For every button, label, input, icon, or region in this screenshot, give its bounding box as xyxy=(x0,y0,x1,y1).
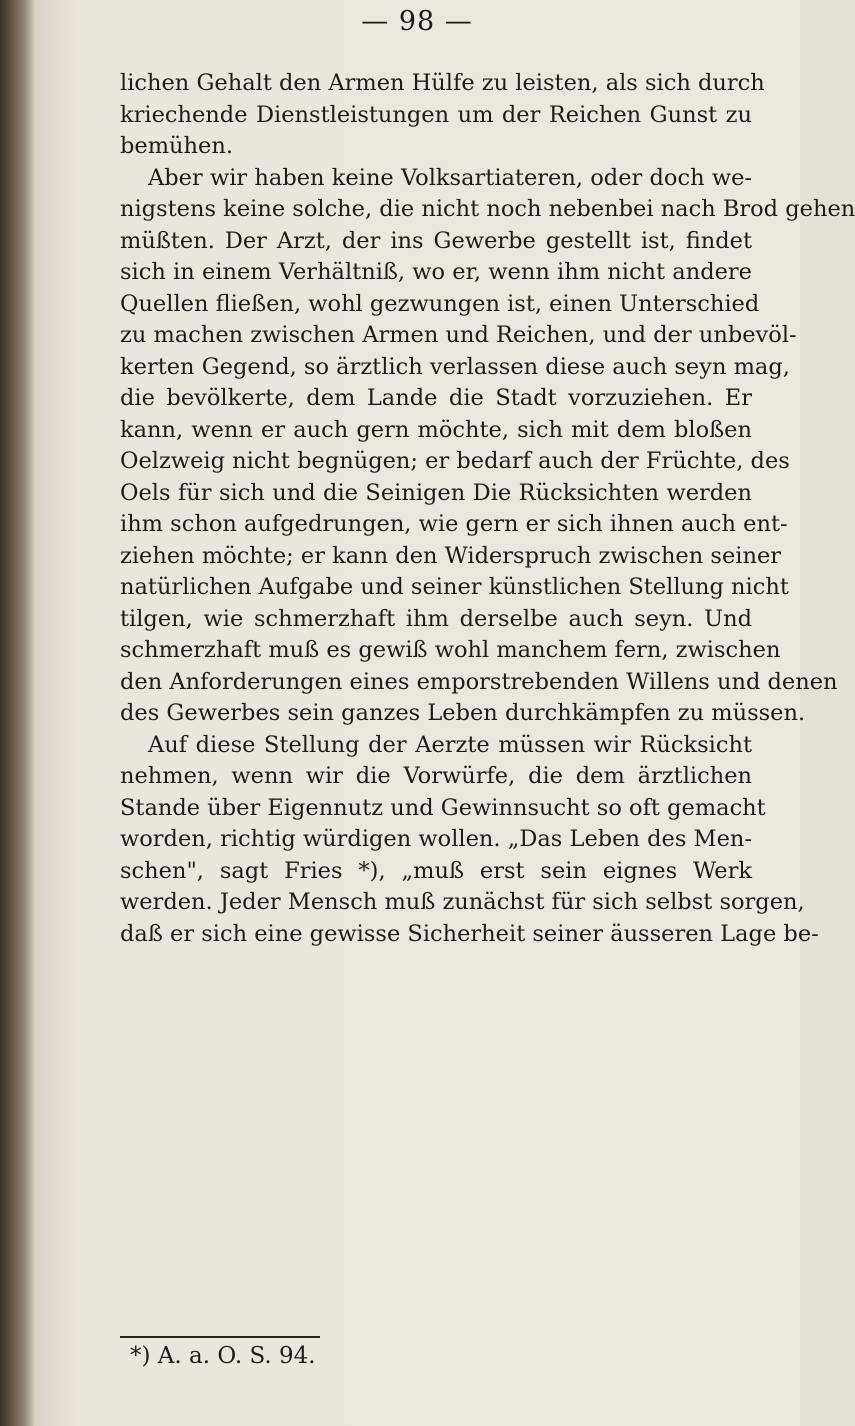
text-line: zu machen zwischen Armen und Reichen, und der unbevöl- xyxy=(120,322,797,348)
text-line: tilgen, wie schmerzhaft ihm derselbe auch seyn. Und xyxy=(120,605,752,632)
text-line: kriechende Dienstleistungen um der Reichen Gunst zu xyxy=(120,101,752,128)
text-line: daß er sich eine gewisse Sicherheit seiner äusseren Lage be- xyxy=(120,920,819,947)
text-line: natürlichen Aufgabe und seiner künstlichen Stellung nicht xyxy=(120,574,789,600)
book-page xyxy=(34,0,855,1426)
text-line: des Gewerbes sein ganzes Leben durchkämpfen zu müssen. xyxy=(120,700,806,726)
text-line: Oelzweig nicht begnügen; er bedarf auch der Früchte, des xyxy=(120,448,790,474)
text-line: lichen Gehalt den Armen Hülfe zu leisten, als sich durch xyxy=(120,70,765,96)
text-line: schmerzhaft muß es gewiß wohl manchem fern, zwischen xyxy=(120,637,781,663)
text-line: Stande über Eigennutz und Gewinnsucht so oft gemacht xyxy=(120,794,766,821)
text-line: müßten. Der Arzt, der ins Gewerbe gestellt ist, findet xyxy=(120,227,752,254)
text-line: sich in einem Verhältniß, wo er, wenn ihm nicht andere xyxy=(120,259,752,285)
text-line: worden, richtig würdigen wollen. „Das Leben des Men- xyxy=(120,826,752,852)
book-binding xyxy=(0,0,34,1426)
text-line: schen", sagt Fries *), „muß erst sein eignes Werk xyxy=(120,857,752,884)
text-line: nehmen, wenn wir die Vorwürfe, die dem ärztlichen xyxy=(120,763,752,789)
text-line: Quellen fließen, wohl gezwungen ist, einen Unterschied xyxy=(120,290,760,317)
text-line: werden. Jeder Mensch muß zunächst für sich selbst sorgen, xyxy=(120,889,805,915)
text-line: die bevölkerte, dem Lande die Stadt vorzuziehen. Er xyxy=(120,385,752,411)
footnote-divider xyxy=(120,1336,320,1338)
page-number: — 98 — xyxy=(361,6,473,37)
text-line: Auf diese Stellung der Aerzte müssen wir Rücksicht xyxy=(148,731,752,758)
text-line: bemühen. xyxy=(120,133,233,159)
text-line: ihm schon aufgedrungen, wie gern er sich ihnen auch ent- xyxy=(120,511,788,537)
text-line: Aber wir haben keine Volksartiateren, oder doch we- xyxy=(148,164,752,191)
body-text xyxy=(120,68,855,950)
text-line: ziehen möchte; er kann den Widerspruch zwischen seiner xyxy=(120,542,782,569)
text-line: den Anforderungen eines emporstrebenden Willens und denen xyxy=(120,668,838,695)
text-line: Oels für sich und die Seinigen Die Rücksichten werden xyxy=(120,479,752,506)
text-line: kerten Gegend, so ärztlich verlassen diese auch seyn mag, xyxy=(120,353,790,380)
text-line: nigstens keine solche, die nicht noch nebenbei nach Brod gehen xyxy=(120,196,855,222)
text-line: kann, wenn er auch gern möchte, sich mit dem bloßen xyxy=(120,416,752,443)
footnote: *) A. a. O. S. 94. xyxy=(130,1343,316,1369)
